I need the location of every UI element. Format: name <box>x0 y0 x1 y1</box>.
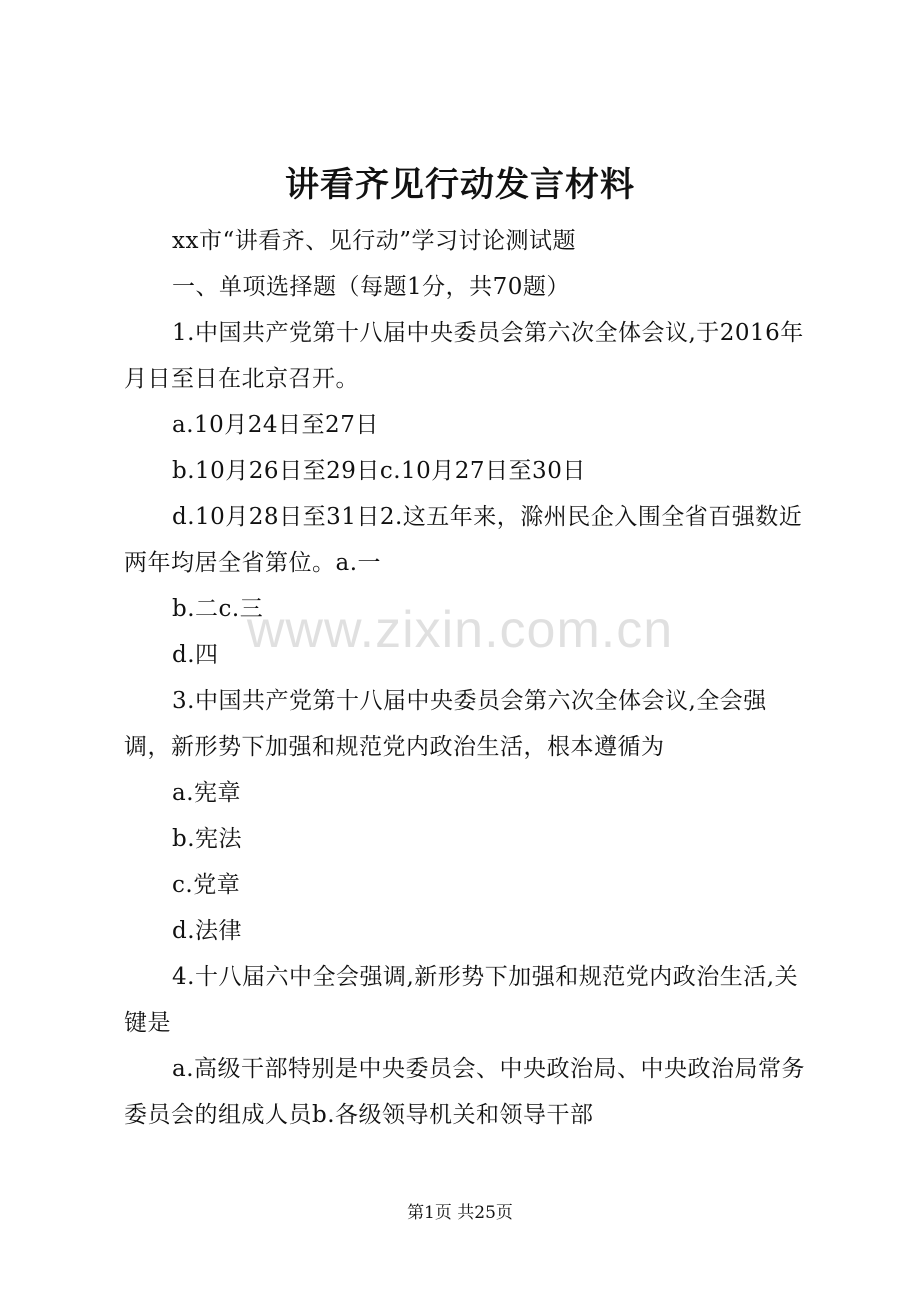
paragraph: b.宪法 <box>172 826 243 852</box>
paragraph: c.党章 <box>172 872 241 898</box>
paragraph: d.法律 <box>172 918 243 944</box>
paragraph: 4.十八届六中全会强调,新形势下加强和规范党内政治生活,关键是 <box>124 964 799 1036</box>
paragraph: a.高级干部特别是中央委员会、中央政治局、中央政治局常务委员会的组成人员b.各级领导机关和领导干部 <box>124 1056 806 1128</box>
page-footer: 第1页 共25页 <box>407 1203 513 1223</box>
paragraph: 3.中国共产党第十八届中央委员会第六次全体会议,全会强调，新形势下加强和规范党内政治生活，根本遵循为 <box>124 688 767 760</box>
paragraph: 1.中国共产党第十八届中央委员会第六次全体会议,于2016年月日至日在北京召开。 <box>124 320 804 392</box>
paragraph: xx市“讲看齐、见行动”学习讨论测试题 <box>172 228 576 254</box>
document-body <box>124 218 808 1138</box>
paragraph: d.10月28日至31日2.这五年来，滁州民企入围全省百强数近两年均居全省第位。a.一 <box>124 504 803 576</box>
document-title: 讲看齐见行动发言材料 <box>285 165 635 205</box>
paragraph: d.四 <box>172 642 219 668</box>
paragraph: b.二c.三 <box>172 596 264 622</box>
watermark: www.zixin.com.cn <box>246 601 674 659</box>
paragraph: a.10月24日至27日 <box>172 412 379 438</box>
paragraph: a.宪章 <box>172 780 242 806</box>
paragraph: 一、单项选择题（每题1分，共70题） <box>172 274 570 300</box>
paragraph: b.10月26日至29日c.10月27日至30日 <box>172 458 586 484</box>
